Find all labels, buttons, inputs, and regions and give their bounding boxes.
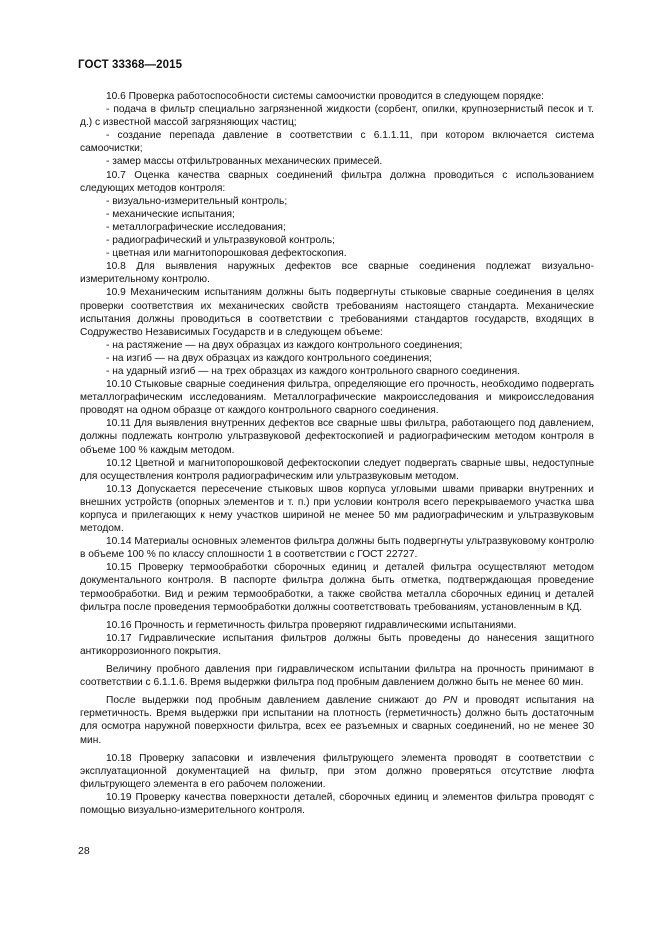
paragraph: 10.8 Для выявления наружных дефектов все сварные соединения подлежат визуально-измерительному контролю. [80,261,594,286]
list-item [80,195,594,208]
dash-marker: - [106,130,118,142]
document-header: ГОСТ 33368—2015 [78,59,183,71]
list-item [80,247,594,260]
dash-marker: - [106,221,113,233]
paragraph: 10.12 Цветной и магнитопорошковой дефектоскопии следует подвергать сварные швы, недоступные для осуществления контроля радиографическим или ультразвуковым методом. [80,457,594,482]
list-item [80,155,594,168]
list-item-text: металлографические исследования; [112,221,286,233]
dash-marker: - [106,104,114,116]
list-item [80,352,594,365]
paragraph: 10.15 Проверку термообработки сборочных единиц и деталей фильтра осуществляют методом документального контроля. В паспорте фильтра должна быть отметка, подтверждающая проведение термообработки. Вид и режим термообработки, а также свойства металла сборочных единиц и деталей фильтра после проведения термообработки должны соответствовать требованиям, установленным в КД. [80,562,594,613]
paragraph: 10.16 Прочность и герметичность фильтра проверяют гидравлическими испытаниями. [106,619,517,631]
paragraph: 10.11 Для выявления внутренних дефектов все сварные швы фильтра, работающего под давлением, должны подлежать контролю ультразвуковой дефектоскопией и радиографическим методом контроля в объеме 100 % каждым методом. [80,418,594,456]
paragraph: 10.7 Оценка качества сварных соединений фильтра должна проводиться с использованием следующих методов контроля: [80,169,594,194]
paragraph: 10.10 Стыковые сварные соединения фильтра, определяющие его прочность, необходимо подвергать металлографическим исследованиям. Металлографические макроисследования и микроисследования проводят на одном образце от каждого контрольного сварного соединения. [80,379,594,417]
list-item-text: подача в фильтр специально загрязненной жидкости (сорбент, опилки, крупнозернистый песок и т. д.) с известной массой загрязняющих частиц; [80,104,594,129]
dash-marker: - [106,235,113,247]
paragraph: 10.19 Проверку качества поверхности деталей, сборочных единиц и элементов фильтра проводят с помощью визуально-измерительного контроля. [80,791,594,816]
dash-marker: - [106,365,113,377]
list-item-text: цветная или магнитопорошковая дефектоскопия. [112,248,347,260]
paragraph: 10.9 Механическим испытаниям должны быть подвергнуты стыковые сварные соединения в целях проверки соответствия их механических свойств требованиям настоящего стандарта. Механические испытания должны проводиться в соответствии с требованиями стандартов государств, входящих в Содружество Независимых Государств и в следующем объеме: [80,287,594,338]
paragraph: 10.13 Допускается пересечение стыковых швов корпуса угловыми швами приварки внутренних и внешних устройств (опорных элементов и т. п.) при условии контроля всего перекрываемого участка шва корпуса и прилегающих к нему участков шириной не менее 50 мм радиографическим и ультразвуковым методом. [80,483,594,535]
dash-marker: - [106,195,113,207]
list-item-text: радиографический и ультразвуковой контроль; [112,235,335,247]
paragraph: 10.18 Проверку запасовки и извлечения фильтрующего элемента проводят в соответствии с эксплуатационной документацией на фильтр, при этом должно проверяться отсутствие люфта фильтрующего элемента в его рабочем положении. [80,752,594,790]
paragraph [80,694,594,746]
paragraph: 10.14 Материалы основных элементов фильтра должны быть подвергнуты ультразвуковому контролю в объеме 100 % по классу сплошности 1 в соответствии с ГОСТ 22727. [80,536,594,561]
pn-symbol: PN [443,695,458,707]
list-item [80,339,594,352]
list-item-text: создание перепада давление в соответствии с 6.1.1.11, при котором включается система самоочистки; [80,130,594,155]
list-item [80,129,594,155]
list-item-text: на изгиб — на двух образцах из каждого контрольного соединения; [112,352,432,364]
dash-marker: - [106,156,113,168]
paragraph-text: и проводят испытания на герметичность. Время выдержки при испытании на плотность (герметичность) должно быть достаточным для осмотра наружной поверхности фильтра, всех ее разъемных и сварных соединений, но не менее 30 мин. [80,695,594,746]
list-item [80,365,594,378]
dash-marker: - [106,248,113,260]
list-item [80,103,594,129]
document-body [80,90,594,817]
list-item-text: механические испытания; [112,208,235,220]
list-item [80,208,594,221]
dash-marker: - [106,339,113,351]
list-item [80,234,594,247]
list-item-text: визуально-измерительный контроль; [112,195,288,207]
paragraph: Величину пробного давления при гидравлическом испытании фильтра на прочность принимают в соответствии с 6.1.1.6. Время выдержки фильтра под пробным давлением должно быть не менее 60 мин. [80,664,594,689]
paragraph-text: После выдержки под пробным давлением давление снижают до [106,695,444,707]
page-number: 28 [78,845,90,857]
paragraph: 10.6 Проверка работоспособности системы самоочистки проводится в следующем порядке: [106,91,545,102]
list-item-text: замер массы отфильтрованных механических примесей. [112,156,383,168]
dash-marker: - [106,208,113,220]
dash-marker: - [106,352,113,364]
paragraph: 10.17 Гидравлические испытания фильтров должны быть проведены до нанесения защитного антикоррозионного покрытия. [80,632,594,657]
list-item-text: на растяжение — на двух образцах из каждого контрольного соединения; [112,339,463,351]
list-item-text: на ударный изгиб — на трех образцах из каждого контрольного сварного соединения. [112,365,520,377]
list-item [80,221,594,234]
